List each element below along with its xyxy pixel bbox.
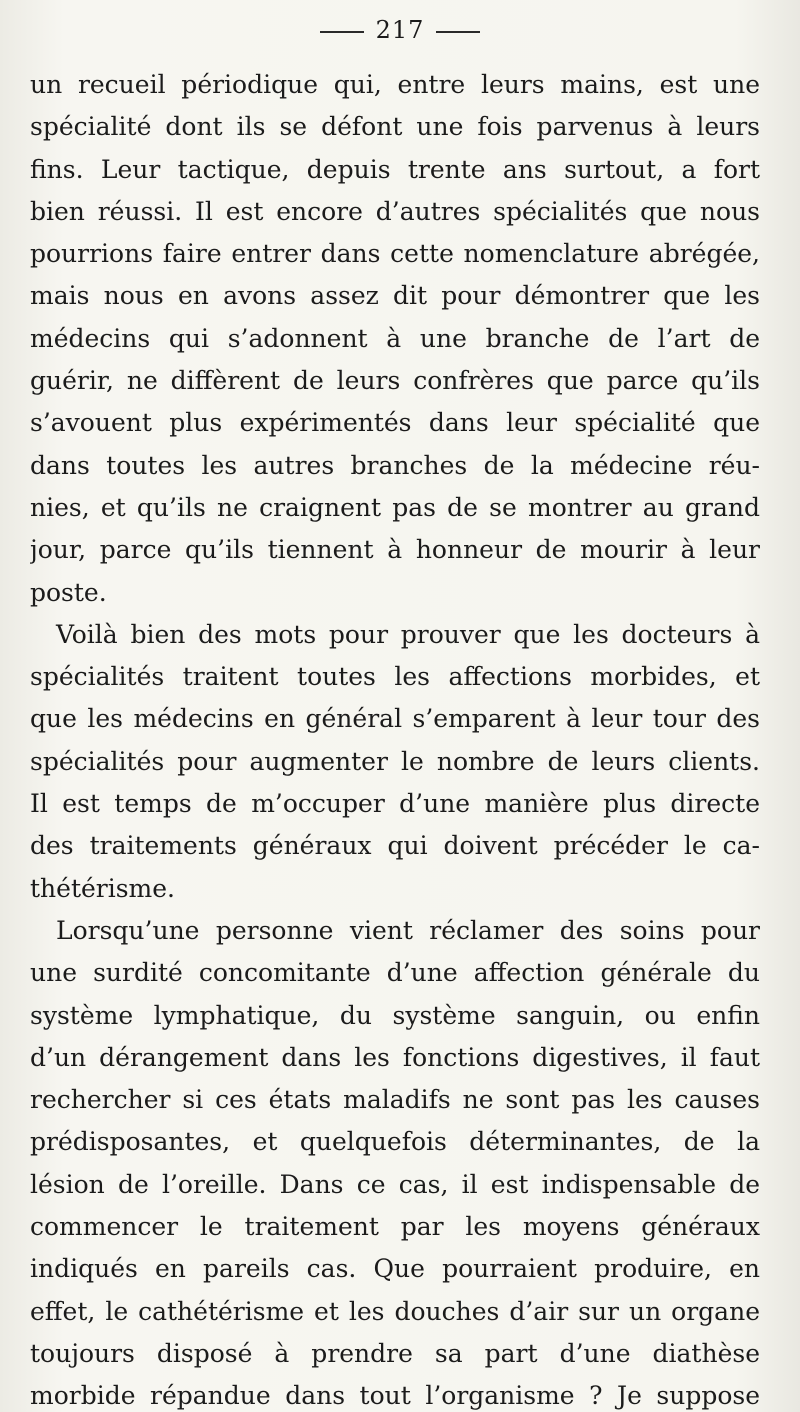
text-line: mais nous en avons assez dit pour démontrer que les (30, 281, 760, 311)
text-line: toujours disposé à prendre sa part d’une diathèse (30, 1338, 760, 1368)
paragraph-2 (30, 614, 760, 910)
text-line: fins. Leur tactique, depuis trente ans surtout, a fort (30, 154, 760, 184)
text-line: morbide répandue dans tout l’organisme ? Je suppose (30, 1381, 760, 1411)
text-line: spécialité dont ils se défont une fois parvenus à leurs (30, 112, 760, 142)
left-dash (320, 31, 364, 33)
paragraph-1 (30, 64, 760, 614)
text-line: poste. (30, 577, 107, 607)
text-line: guérir, ne diffèrent de leurs confrères que parce qu’ils (30, 366, 760, 396)
text-line: une surdité concomitante d’une affection générale du (30, 958, 760, 988)
page-number-text: 217 (375, 16, 425, 44)
text-line: jour, parce qu’ils tiennent à honneur de mourir à leur (30, 535, 760, 565)
text-line: Voilà bien des mots pour prouver que les docteurs à (56, 619, 760, 649)
paragraph-3 (30, 910, 760, 1412)
text-line: dans toutes les autres branches de la médecine réu- (30, 450, 760, 480)
body-text (30, 64, 760, 1412)
text-line: médecins qui s’adonnent à une branche de l’art de (30, 323, 760, 353)
text-line: que les médecins en général s’emparent à leur tour des (30, 704, 760, 734)
text-line: prédisposantes, et quelquefois déterminantes, de la (30, 1127, 760, 1157)
text-line: rechercher si ces états maladifs ne sont pas les causes (30, 1085, 760, 1115)
text-line: Lorsqu’une personne vient réclamer des soins pour (56, 915, 760, 945)
text-line: effet, le cathétérisme et les douches d’air sur un organe (30, 1296, 760, 1326)
text-line: système lymphatique, du système sanguin, ou enfin (30, 1000, 760, 1030)
text-line: d’un dérangement dans les fonctions digestives, il faut (30, 1042, 760, 1072)
text-line: thétérisme. (30, 873, 176, 903)
text-line: un recueil périodique qui, entre leurs mains, est une (30, 70, 760, 99)
text-line: pourrions faire entrer dans cette nomenclature abrégée, (30, 239, 760, 269)
text-line: spécialités traitent toutes les affections morbides, et (30, 662, 760, 692)
text-line: spécialités pour augmenter le nombre de leurs clients. (30, 746, 760, 776)
right-dash (436, 31, 480, 33)
text-line: lésion de l’oreille. Dans ce cas, il est indispensable de (30, 1169, 760, 1199)
text-line: Il est temps de m’occuper d’une manière plus directe (30, 789, 760, 819)
text-line: nies, et qu’ils ne craignent pas de se montrer au grand (30, 492, 760, 522)
text-line: bien réussi. Il est encore d’autres spécialités que nous (30, 196, 760, 226)
text-line: s’avouent plus expérimentés dans leur spécialité que (30, 408, 760, 438)
text-line: indiqués en pareils cas. Que pourraient produire, en (30, 1254, 760, 1284)
page-number (0, 12, 800, 48)
text-line: des traitements généraux qui doivent précéder le ca- (30, 831, 760, 861)
text-line: commencer le traitement par les moyens généraux (30, 1212, 760, 1242)
